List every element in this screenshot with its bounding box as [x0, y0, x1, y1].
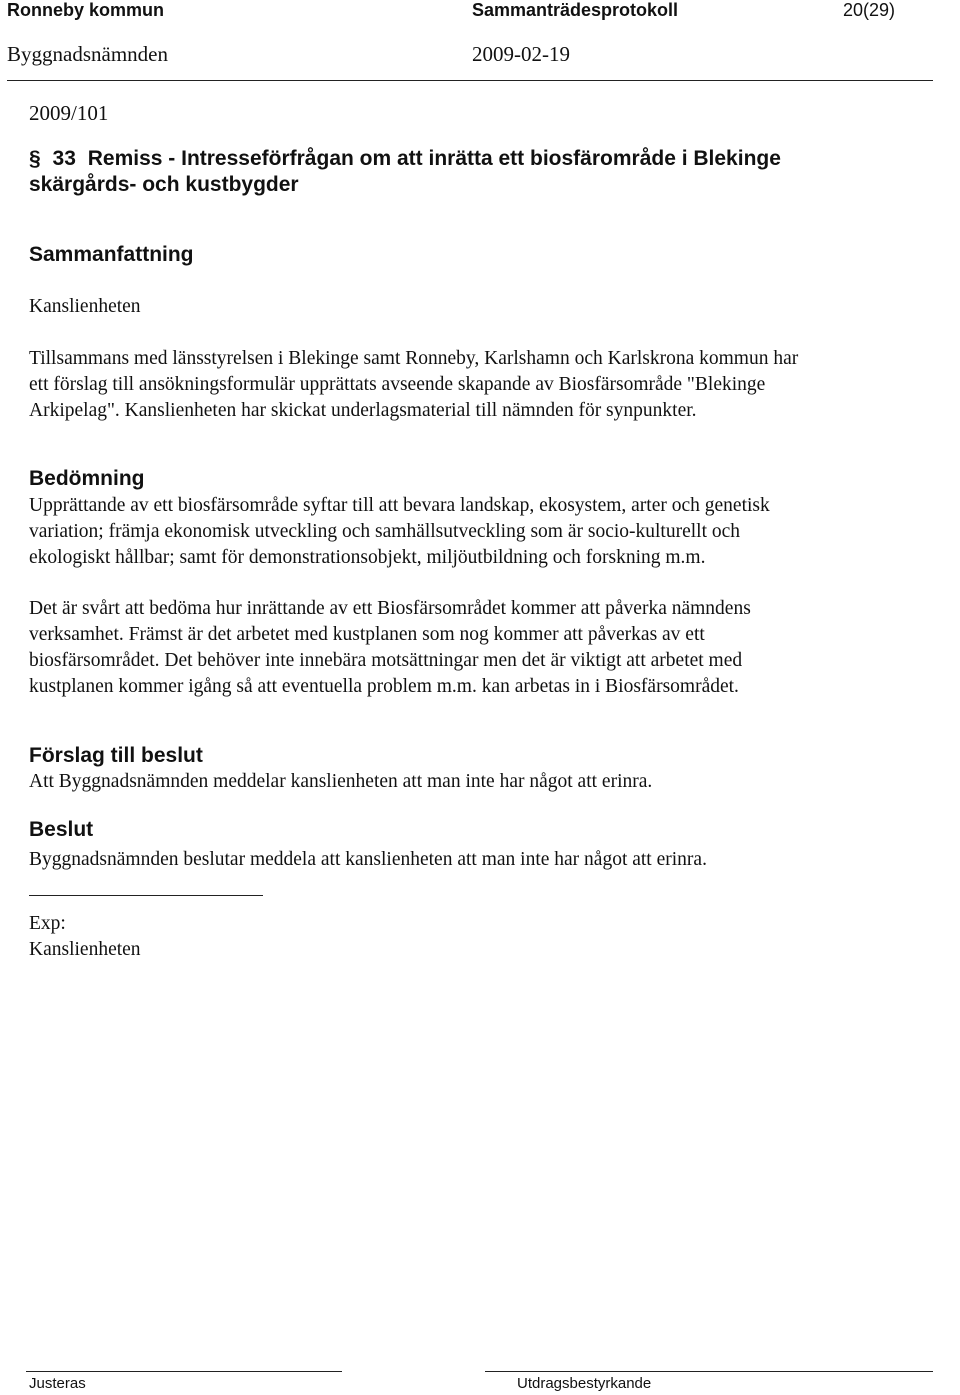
document-type: Sammanträdesprotokoll	[472, 0, 679, 20]
proposal-heading: Förslag till beslut	[29, 744, 203, 767]
page-number: 20(29)	[843, 0, 896, 20]
summary-line: Tillsammans med länsstyrelsen i Blekinge samt Ronneby, Karlshamn och Karlskrona kommun har	[29, 348, 799, 369]
signature-underline	[29, 895, 263, 896]
section-title-line-1: Remiss - Intresseförfrågan om att inrätta ett biosfärområde i Blekinge	[87, 147, 781, 170]
summary-paragraph	[29, 346, 909, 424]
dispatch-label: Exp:	[29, 913, 66, 934]
summary-source: Kanslienheten	[29, 296, 141, 317]
assessment-heading: Bedömning	[29, 467, 145, 490]
footer-certification: Utdragsbestyrkande	[517, 1375, 652, 1392]
section-mark: §	[29, 147, 41, 170]
summary-line: ett förslag till ansökningsformulär upprättats avseende skapande av Biosfärsområde "Blekinge	[29, 374, 766, 395]
assessment-line: Upprättande av ett biosfärsområde syftar till att bevara landskap, ekosystem, arter och genetisk	[29, 495, 770, 516]
municipality-name: Ronneby kommun	[7, 0, 165, 20]
section-number: 33	[52, 147, 76, 170]
board-name: Byggnadsnämnden	[7, 42, 168, 66]
header-rule	[7, 80, 933, 81]
assessment-line: biosfärsområdet. Det behöver inte innebära motsättningar men det är viktigt att arbetet med	[29, 650, 743, 671]
meeting-date: 2009-02-19	[472, 42, 570, 66]
assessment-paragraph-2	[29, 596, 909, 700]
footer-rule-right	[485, 1371, 933, 1372]
assessment-paragraph-1	[29, 493, 909, 571]
assessment-line: kustplanen kommer igång så att eventuella problem m.m. kan arbetas in i Biosfärsområdet.	[29, 676, 739, 697]
case-number: 2009/101	[29, 101, 109, 125]
assessment-line: Det är svårt att bedöma hur inrättande av ett Biosfärsområdet kommer att påverka nämndens	[29, 598, 751, 619]
section-title-line-2: skärgårds- och kustbygder	[29, 173, 299, 196]
assessment-line: ekologiskt hållbar; samt för demonstrationsobjekt, miljöutbildning och forskning m.m.	[29, 547, 706, 568]
summary-heading: Sammanfattning	[29, 243, 194, 266]
decision-text: Byggnadsnämnden beslutar meddela att kanslienheten att man inte har något att erinra.	[29, 849, 707, 870]
section-title	[29, 146, 781, 198]
assessment-line: verksamhet. Främst är det arbetet med kustplanen som nog kommer att påverkas av ett	[29, 624, 705, 645]
footer-rule-left	[26, 1371, 342, 1372]
dispatch-recipient: Kanslienheten	[29, 939, 141, 960]
footer-justeras: Justeras	[29, 1375, 86, 1392]
assessment-line: variation; främja ekonomisk utveckling och samhällsutveckling som är socio-kulturellt och	[29, 521, 741, 542]
decision-heading: Beslut	[29, 818, 94, 841]
proposal-text: Att Byggnadsnämnden meddelar kanslienheten att man inte har något att erinra.	[29, 771, 653, 792]
summary-line: Arkipelag". Kanslienheten har skickat underlagsmaterial till nämnden för synpunkter.	[29, 400, 697, 421]
